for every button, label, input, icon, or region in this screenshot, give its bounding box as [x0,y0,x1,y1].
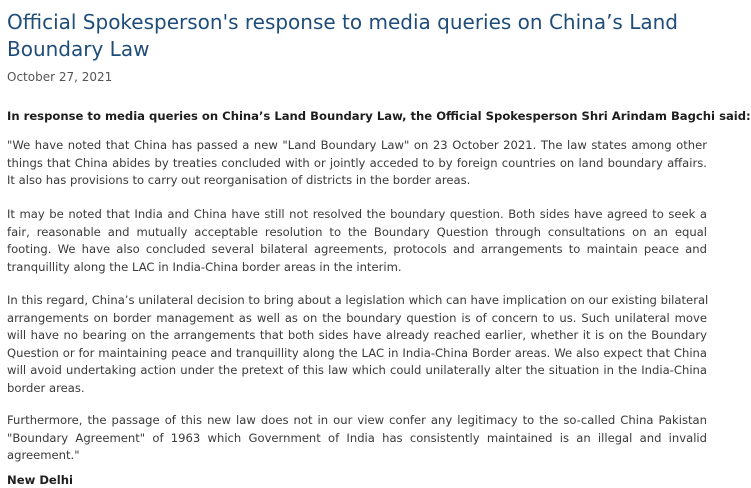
paragraph-line: Question or for maintaining peace and tranquillity along the LAC in India-China Border areas. We also expect that China [7,345,707,360]
paragraph-line: footing. We have also concluded several bilateral agreements, protocols and arrangements to maintain peace and [7,242,707,256]
paragraph-line: Furthermore, the passage of this new law does not in our view confer any legitimacy to the so-called China Pakistan [7,413,707,427]
paragraph-line: border areas. [7,380,85,395]
paragraph-2 [7,206,707,276]
paragraph-4 [7,412,707,465]
publication-date: October 27, 2021 [7,70,113,84]
paragraph-line: agreement." [7,448,80,462]
paragraph-line: things that China abides by treaties concluded with or jointly acceded to by foreign countries on land boundary affairs. [7,155,707,170]
paragraph-line: will have no bearing on the arrangements that both sides have already reached earlier, whether it is on the Boundary [7,328,707,342]
dateline-place: New Delhi [7,473,74,487]
paragraph-1 [7,137,707,190]
paragraph-line: fair, reasonable and mutually acceptable resolution to the Boundary Question through consultations on an equal [7,224,707,239]
title-line-2: Boundary Law [7,37,150,61]
paragraph-line: tranquillity along the LAC in India-China border areas in the interim. [7,259,402,274]
page-title [7,9,727,63]
paragraph-line: "Boundary Agreement" of 1963 which Government of India has consistently maintained is an illegal and invalid [7,430,707,445]
paragraph-line: It also has provisions to carry out reorganisation of districts in the border areas. [7,173,471,187]
paragraph-line: will avoid undertaking action under the pretext of this law which could unilaterally alter the situation in the India-China [7,363,707,377]
lead-statement: In response to media queries on China’s Land Boundary Law, the Official Spokesperson Shri Arindam Bagchi said: [7,109,751,123]
paragraph-line: arrangements on border management as well as on the boundary question is of concern to us. Such unilateral move [7,310,707,325]
paragraph-3 [7,292,707,397]
paragraph-line: It may be noted that India and China have still not resolved the boundary question. Both sides have agreed to seek a [7,207,707,221]
title-line-1: Official Spokesperson's response to media queries on China’s Land [7,10,678,34]
paragraph-line: "We have noted that China has passed a new "Land Boundary Law" on 23 October 2021. The law states among other [7,138,707,152]
paragraph-line: In this regard, China’s unilateral decision to bring about a legislation which can have implication on our existing bilateral [7,293,709,307]
